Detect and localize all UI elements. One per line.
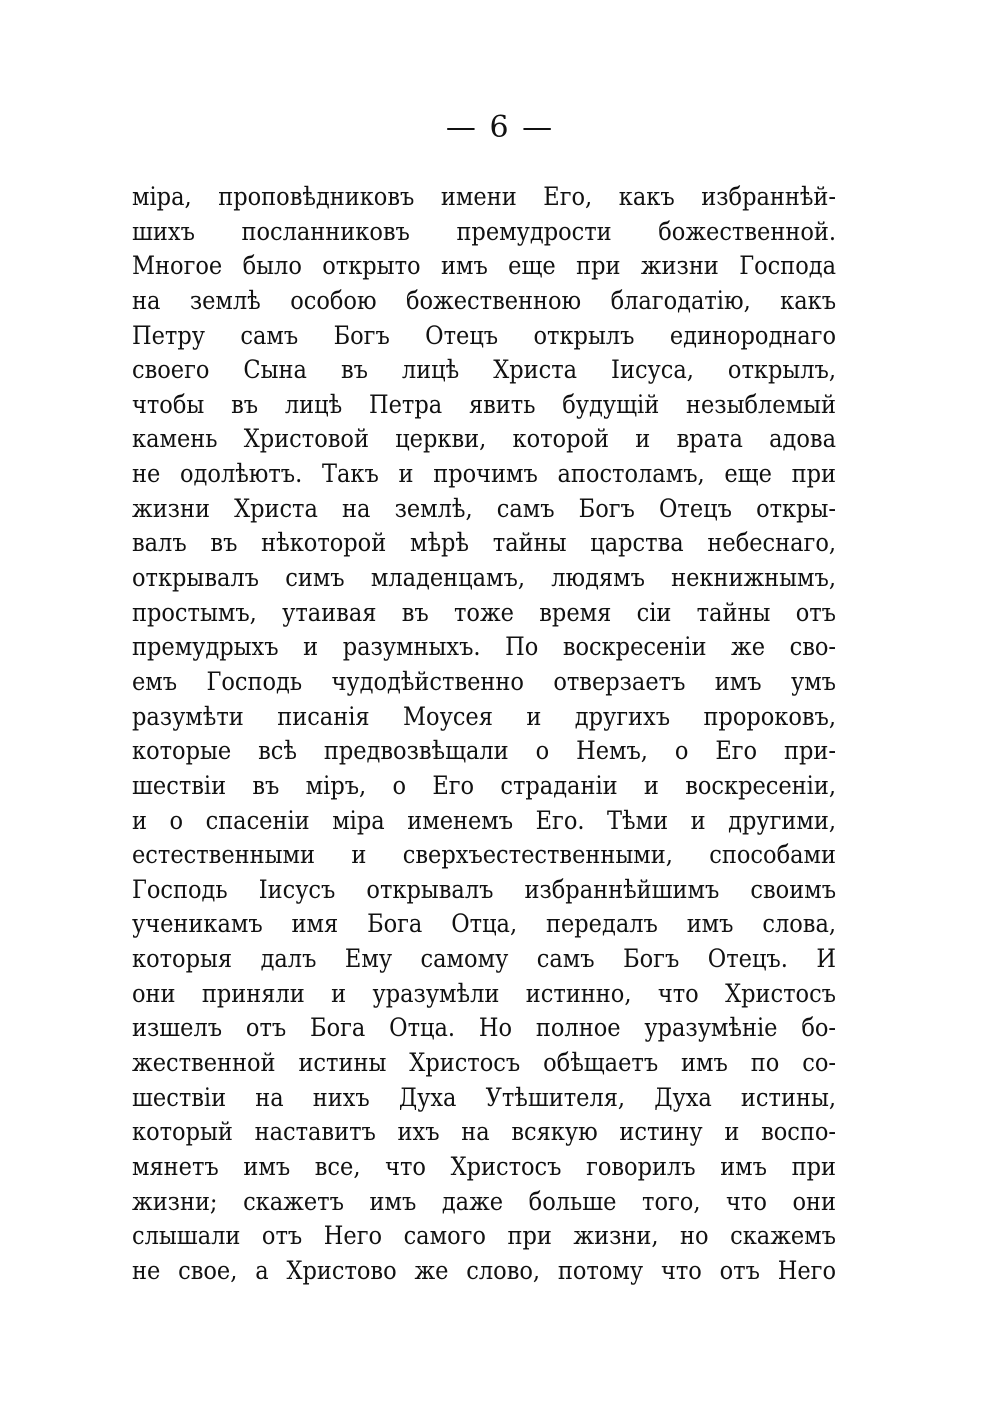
text-line: жизни; скажетъ имъ даже больше того, что они <box>132 1186 836 1216</box>
text-line: ученикамъ имя Бога Отца, передалъ имъ слова, <box>132 909 836 939</box>
text-line: не одолѣютъ. Такъ и прочимъ апостоламъ, еще при <box>132 459 836 489</box>
text-line: которыя далъ Ему самому самъ Богъ Отецъ. И <box>132 944 836 974</box>
text-line: разумѣти писанія Моусея и другихъ пророковъ, <box>132 701 836 731</box>
text-line: который наставитъ ихъ на всякую истину и воспо- <box>132 1117 836 1147</box>
body-text <box>132 180 836 1289</box>
text-line: жизни Христа на землѣ, самъ Богъ Отецъ откры- <box>132 493 836 523</box>
text-line: Многое было открыто имъ еще при жизни Господа <box>132 251 836 281</box>
text-line: шествіи на нихъ Духа Утѣшителя, Духа истины, <box>132 1082 836 1112</box>
text-line: и о спасеніи міра именемъ Его. Тѣми и другими, <box>132 805 836 835</box>
text-line: премудрыхъ и разумныхъ. По воскресеніи же сво- <box>132 632 836 662</box>
text-line: Петру самъ Богъ Отецъ открылъ единороднаго <box>132 320 836 350</box>
text-line: шествіи въ міръ, о Его страданіи и воскресеніи, <box>132 770 836 800</box>
text-line: камень Христовой церкви, которой и врата адова <box>132 424 836 454</box>
text-line: которые всѣ предвозвѣщали о Немъ, о Его при- <box>132 736 836 766</box>
text-line: на землѣ особою божественною благодатію, какъ <box>132 285 836 315</box>
text-line: своего Сына въ лицѣ Христа Іисуса, открылъ, <box>132 355 836 385</box>
text-line: шихъ посланниковъ премудрости божественной. <box>132 216 836 246</box>
text-line: они приняли и уразумѣли истинно, что Христосъ <box>132 978 836 1008</box>
text-line: валъ въ нѣкоторой мѣрѣ тайны царства небеснаго, <box>132 528 836 558</box>
text-line: жественной истины Христосъ обѣщаетъ имъ по со- <box>132 1048 836 1078</box>
text-line: слышали отъ Него самого при жизни, но скажемъ <box>132 1221 836 1251</box>
text-line: не свое, а Христово же слово, потому что отъ Него <box>132 1255 836 1285</box>
text-line: простымъ, утаивая въ тоже время сіи тайны отъ <box>132 597 836 627</box>
text-line: открывалъ симъ младенцамъ, людямъ некнижнымъ, <box>132 563 836 593</box>
text-line: міра, проповѣдниковъ имени Его, какъ избраннѣй- <box>132 182 836 211</box>
text-line: изшелъ отъ Бога Отца. Но полное уразумѣніе бо- <box>132 1013 836 1043</box>
text-line: естественными и сверхъестественными, способами <box>132 840 836 870</box>
page-number: — 6 — <box>445 110 555 145</box>
text-line: емъ Господь чудодѣйственно отверзаетъ имъ умъ <box>132 666 836 696</box>
text-line: мянетъ имъ все, что Христосъ говорилъ имъ при <box>132 1151 836 1181</box>
text-line: Господь Іисусъ открывалъ избраннѣйшимъ своимъ <box>132 874 836 904</box>
text-line: чтобы въ лицѣ Петра явить будущій незыблемый <box>132 389 836 419</box>
